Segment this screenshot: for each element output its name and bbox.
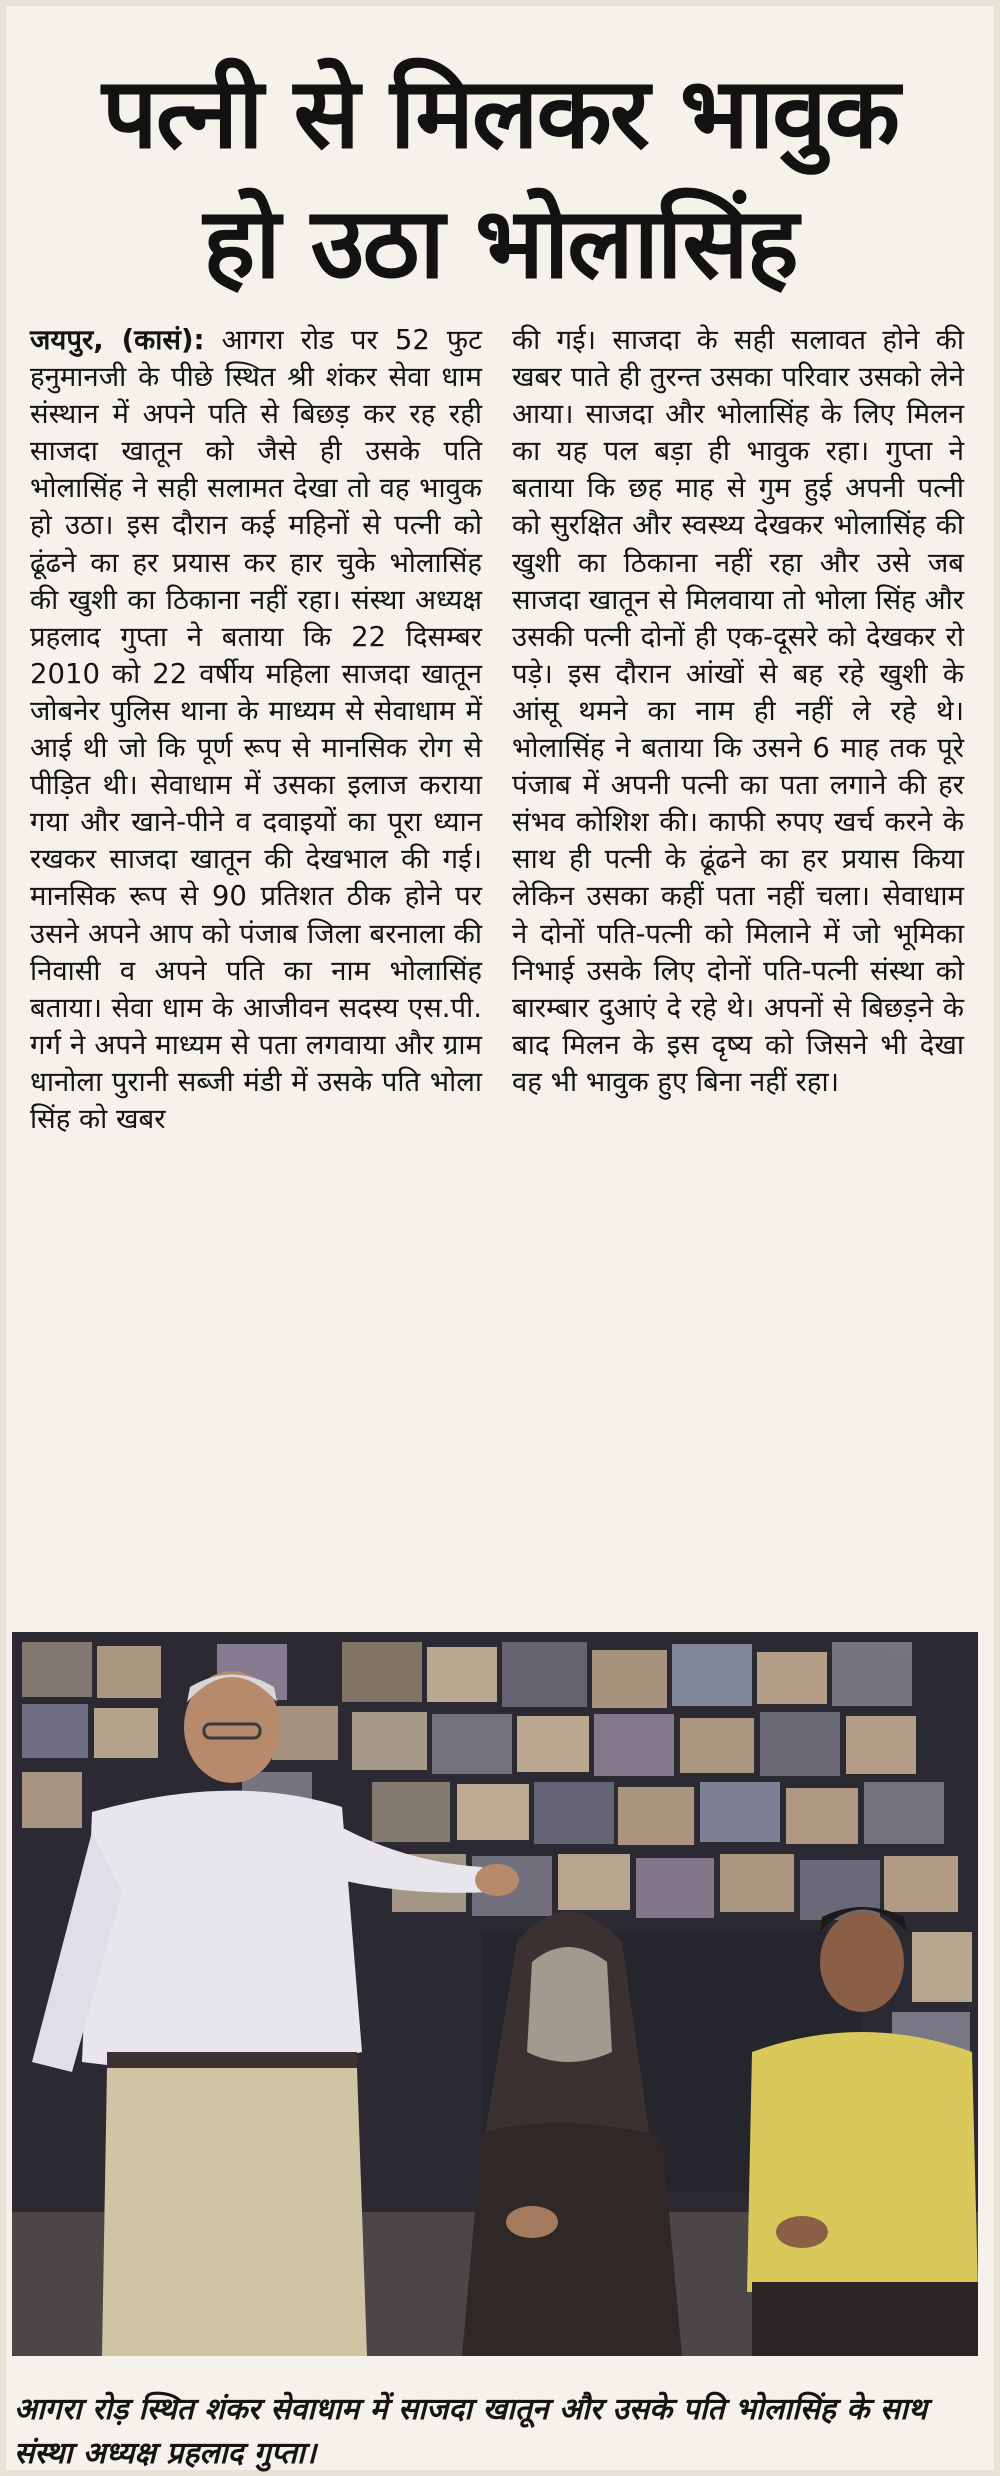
article-column-2	[512, 322, 964, 1101]
photo-caption: आगरा रोड़ स्थित शंकर सेवाधाम में साजदा खातून और उसके पति भोलासिंह के साथ संस्था अध्यक्ष प्रहलाद गुप्ता।	[14, 2392, 928, 2471]
headline	[30, 39, 970, 329]
dateline: जयपुर, (कासं):	[30, 324, 205, 356]
article-column-1	[30, 322, 482, 1138]
photo-illustration	[12, 1632, 978, 2356]
column-1-body: आगरा रोड पर 52 फुट हनुमानजी के पीछे स्थित श्री शंकर सेवा धाम संस्थान में अपने पति से बिछड़ कर रह रही साजदा खातून को जैसे ही उसके पति भोलासिंह ने सही सलामत देखा तो वह भावुक हो उठा। इस दौरान कई महिनों से पत्नी को ढूंढने का हर प्रयास कर हार चुके भोलासिंह की खुशी का ठिकाना नहीं रहा। संस्था अध्यक्ष प्रहलाद गुप्ता ने बताया कि 22 दिसम्बर 2010 को 22 वर्षीय महिला साजदा खातून जोबनेर पुलिस थाना के माध्यम से सेवाधाम में आई थी जो कि पूर्ण रूप से मानसिक रोग से पीड़ित थी। सेवाधाम में उसका इलाज कराया गया और खाने-पीने व दवाइयों का पूरा ध्यान रखकर साजदा खातून की देखभाल की गई। मानसिक रूप से 90 प्रतिशत ठीक होने पर उसने अपने आप को पंजाब जिला बरनाला की निवासी व अपने पति का नाम भोलासिंह बताया। सेवा धाम के आजीवन सदस्य एस.पी. गर्ग ने अपने माध्यम से पता लगवाया और ग्राम धानोला पुरानी सब्जी मंडी में उसके पति भोला सिंह को खबर	[30, 324, 482, 1135]
news-photo	[12, 1632, 978, 2356]
column-1-text	[30, 322, 482, 1138]
headline-line-1: पत्नी से मिलकर भावुक	[102, 57, 898, 172]
headline-line-2: हो उठा भोलासिंह	[203, 187, 797, 302]
column-2-body: की गई। साजदा के सही सलावत होने की खबर पाते ही तुरन्त उसका परिवार उसको लेने आया। साजदा और भोलासिंह के लिए मिलन का यह पल बड़ा ही भावुक रहा। गुप्ता ने बताया कि छह माह से गुम हुई अपनी पत्नी को सुरक्षित और स्वस्थ्य देखकर भोलासिंह की खुशी का ठिकाना नहीं रहा और उसे जब साजदा खातून से मिलवाया तो भोला सिंह और उसकी पत्नी दोनों ही एक-दूसरे को देखकर रो पड़े। इस दौरान आंखों से बह रहे खुशी के आंसू थमने का नाम ही नहीं ले रहे थे। भोलासिंह ने बताया कि उसने 6 माह तक पूरे पंजाब में अपनी पत्नी का पता लगाने की हर संभव कोशिश की। काफी रुपए खर्च करने के साथ ही पत्नी के ढूंढने का हर प्रयास किया लेकिन उसका कहीं पता नहीं चला। सेवाधाम ने दोनों पति-पत्नी को मिलाने में जो भूमिका निभाई उसके लिए दोनों पति-पत्नी संस्था को बारम्बार दुआएं दे रहे थे। अपनों से बिछड़ने के बाद मिलन के इस दृष्य को जिसने भी देखा वह भी भावुक हुए बिना नहीं रहा।	[512, 324, 964, 1098]
